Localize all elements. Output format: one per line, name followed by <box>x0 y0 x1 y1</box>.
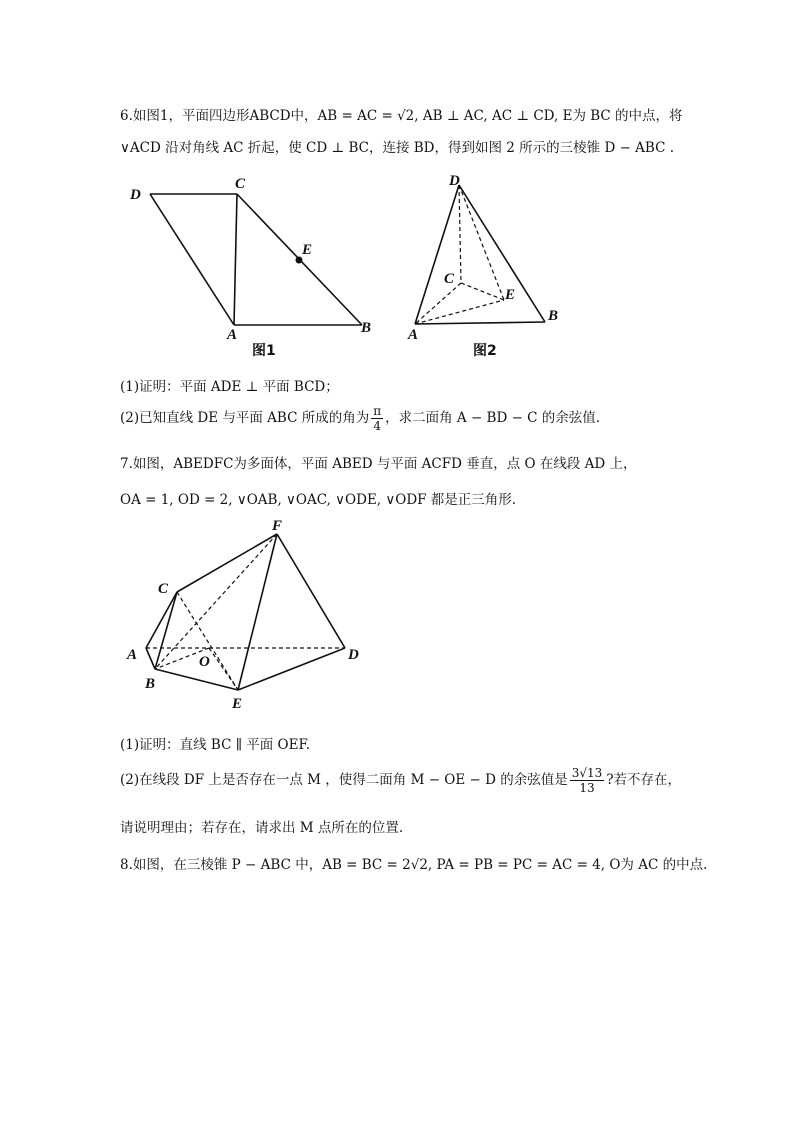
p6-intro-line2: ∨ACD 沿对角线 AC 折起，使 CD ⊥ BC，连接 BD，得到如图 2 所示的三棱锥 D − ABC . <box>120 140 675 156</box>
p7-question-2-line2: 请说明理由；若存在，请求出 M 点所在的位置. <box>120 820 404 836</box>
fig3-label-e: E <box>232 696 243 712</box>
p7-q2-fraction <box>570 766 605 795</box>
fig3-label-f: F <box>272 518 283 534</box>
figure-2-caption: 图2 <box>473 343 497 359</box>
p8-intro-line1: 8.如图，在三棱锥 P − ABC 中，AB = BC = 2√2, PA = PB = PC = AC = 4, O为 AC 的中点. <box>120 857 708 873</box>
figure-3-hidden-edges <box>146 534 345 690</box>
figure-1-caption: 图1 <box>252 343 276 359</box>
fig2-label-b: B <box>548 308 559 324</box>
fig3-label-a: A <box>127 647 138 663</box>
fig3-label-o: O <box>199 654 210 670</box>
fig2-label-a: A <box>408 327 419 343</box>
p6-q2-prefix: (2)已知直线 DE 与平面 ABC 所成的角为 <box>120 410 370 426</box>
fig3-label-d: D <box>348 647 359 663</box>
p7-intro-line1: 7.如图，ABEDFC为多面体，平面 ABED 与平面 ACFD 垂直，点 O 在线段 AD 上， <box>120 456 637 472</box>
fraction-denominator: 4 <box>373 419 381 433</box>
figure-1 <box>150 194 362 325</box>
p7-question-1: (1)证明：直线 BC ∥ 平面 OEF. <box>120 737 311 753</box>
p6-q2-suffix: ，求二面角 A − BD − C 的余弦值. <box>385 410 601 426</box>
p6-question-1: (1)证明：平面 ADE ⊥ 平面 BCD； <box>120 379 339 395</box>
fig2-label-c: C <box>444 271 455 287</box>
fig1-label-b: B <box>361 320 372 336</box>
fig1-label-d: D <box>130 187 141 203</box>
p6-intro-line1: 6.如图1，平面四边形ABCD中，AB = AC = √2, AB ⊥ AC, AC ⊥ CD, E为 BC 的中点，将 <box>120 108 683 124</box>
fig3-label-c: C <box>158 581 169 597</box>
fig2-label-e: E <box>505 287 516 303</box>
p7-question-2 <box>120 766 681 795</box>
p6-question-2 <box>120 404 600 433</box>
p6-q2-fraction <box>371 404 383 433</box>
fig3-label-b: B <box>145 676 156 692</box>
fraction-denominator: 13 <box>579 781 595 795</box>
p7-q2-suffix: ?若不存在， <box>606 772 682 788</box>
figure-2 <box>415 185 545 324</box>
fraction-numerator: π <box>373 404 382 418</box>
figure-2-hidden-edges <box>415 185 504 324</box>
fig1-label-c: C <box>235 176 246 192</box>
p7-q2-prefix: (2)在线段 DF 上是否存在一点 M ，使得二面角 M − OE − D 的余弦值是 <box>120 772 568 788</box>
fig1-label-e: E <box>302 242 313 258</box>
fraction-numerator: 3√13 <box>571 766 603 780</box>
figure-3 <box>146 534 345 690</box>
p7-intro-line2: OA = 1, OD = 2, ∨OAB, ∨OAC, ∨ODE, ∨ODF 都是正三角形. <box>120 492 517 508</box>
fig1-label-a: A <box>227 327 238 343</box>
fig2-label-d: D <box>449 173 460 189</box>
